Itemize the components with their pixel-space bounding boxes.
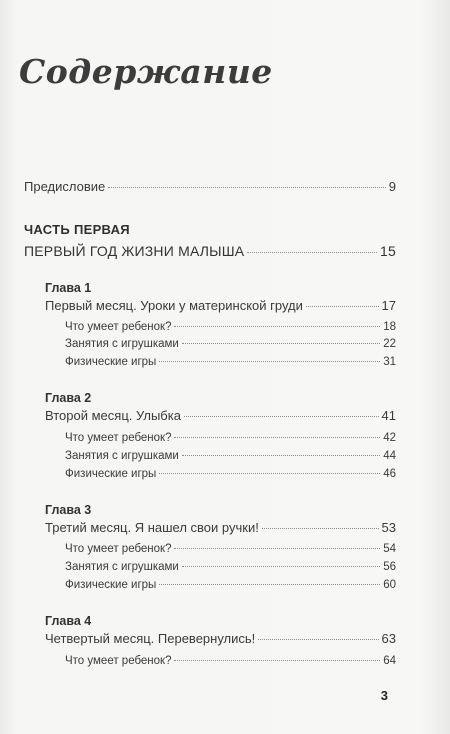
dot-leader [306, 306, 379, 307]
toc-entry-page: 63 [381, 631, 396, 646]
toc-entry-section[interactable] [65, 468, 396, 480]
toc-entry-page: 22 [383, 338, 396, 350]
toc-entry-section[interactable] [65, 561, 396, 573]
page-title: Содержание [19, 52, 273, 91]
toc-entry-page: 17 [381, 298, 396, 313]
toc-entry-label: Первый месяц. Уроки у материнской груди [45, 298, 303, 313]
toc-entry-page: 15 [380, 243, 396, 259]
toc-entry-section[interactable] [65, 655, 396, 667]
toc-entry-label: Третий месяц. Я нашел свои ручки! [45, 520, 259, 535]
toc-entry-page: 54 [383, 543, 396, 555]
toc-entry-label: Второй месяц. Улыбка [45, 408, 181, 423]
toc-entry-page: 31 [383, 356, 396, 368]
dot-leader [174, 548, 380, 549]
dot-leader [174, 437, 380, 438]
dot-leader [174, 660, 380, 661]
toc-entry-label: Предисловие [24, 179, 106, 194]
dot-leader [182, 343, 380, 344]
toc-entry-label: ПЕРВЫЙ ГОД ЖИЗНИ МАЛЫША [24, 243, 245, 259]
toc-entry-page: 64 [383, 655, 396, 667]
toc-entry-page: 9 [388, 179, 396, 194]
toc-entry-section[interactable] [65, 579, 396, 591]
dot-leader [108, 187, 386, 188]
toc-entry-page: 41 [381, 408, 396, 423]
dot-leader [159, 361, 380, 362]
toc-entry-page: 53 [381, 520, 396, 535]
dot-leader [182, 566, 380, 567]
chapter-label: Глава 3 [45, 503, 92, 517]
toc-entry-label: Занятия с игрушками [65, 561, 179, 573]
toc-entry-page: 44 [383, 450, 396, 462]
dot-leader [174, 326, 380, 327]
dot-leader [262, 528, 379, 529]
toc-entry-label: Физические игры [65, 356, 157, 368]
toc-entry-section[interactable] [65, 450, 396, 462]
toc-entry-section[interactable] [65, 432, 396, 444]
toc-entry-section[interactable] [65, 321, 396, 333]
toc-entry-label: Что умеет ребенок? [65, 321, 172, 333]
toc-entry-page: 46 [383, 468, 396, 480]
toc-entry-label: Физические игры [65, 468, 157, 480]
toc-entry-label: Физические игры [65, 579, 157, 591]
toc-entry-label: Четвертый месяц. Перевернулись! [45, 631, 256, 646]
toc-entry-label: Что умеет ребенок? [65, 655, 172, 667]
toc-entry-label: Занятия с игрушками [65, 450, 179, 462]
dot-leader [247, 252, 377, 253]
toc-entry-chapter-title[interactable] [45, 298, 396, 313]
toc-entry-page: 60 [383, 579, 396, 591]
toc-entry-label: Что умеет ребенок? [65, 543, 172, 555]
chapter-label: Глава 2 [45, 391, 92, 405]
chapter-label: Глава 4 [45, 614, 92, 628]
toc-entry-section[interactable] [65, 356, 396, 368]
dot-leader [159, 473, 380, 474]
toc-entry-chapter-title[interactable] [45, 631, 396, 646]
toc-entry-label: Что умеет ребенок? [65, 432, 172, 444]
chapter-label: Глава 1 [45, 281, 92, 295]
toc-entry-part-title[interactable] [24, 243, 396, 259]
page-number: 3 [380, 688, 388, 703]
toc-entry-chapter-title[interactable] [45, 520, 396, 535]
part-label: ЧАСТЬ ПЕРВАЯ [24, 222, 130, 237]
toc-entry-chapter-title[interactable] [45, 408, 396, 423]
dot-leader [159, 584, 380, 585]
toc-entry-section[interactable] [65, 543, 396, 555]
toc-entry-section[interactable] [65, 338, 396, 350]
toc-entry-page: 42 [383, 432, 396, 444]
dot-leader [258, 639, 378, 640]
toc-entry-page: 56 [383, 561, 396, 573]
dot-leader [184, 416, 379, 417]
toc-entry-page: 18 [383, 321, 396, 333]
toc-entry-label: Занятия с игрушками [65, 338, 179, 350]
toc-entry-preface[interactable] [24, 179, 396, 194]
dot-leader [182, 455, 380, 456]
